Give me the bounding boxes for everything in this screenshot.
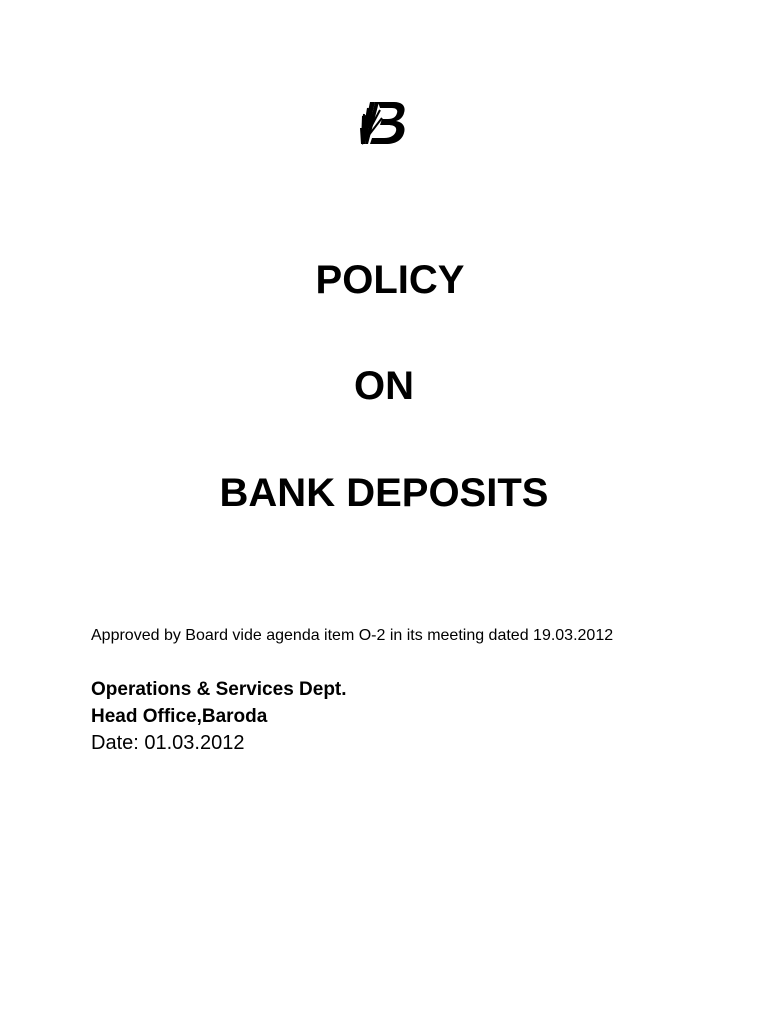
approval-note: Approved by Board vide agenda item O-2 in its meeting dated 19.03.2012: [91, 627, 614, 644]
title-line-on: ON: [354, 364, 414, 408]
issue-date: Date: 01.03.2012: [91, 732, 245, 754]
bank-logo-icon: [358, 98, 410, 148]
issuer-block: [91, 676, 347, 757]
office-name: Head Office,Baroda: [91, 706, 268, 727]
department-name: Operations & Services Dept.: [91, 679, 347, 700]
title-line-bank-deposits: BANK DEPOSITS: [219, 471, 549, 515]
title-line-policy: POLICY: [315, 258, 465, 302]
